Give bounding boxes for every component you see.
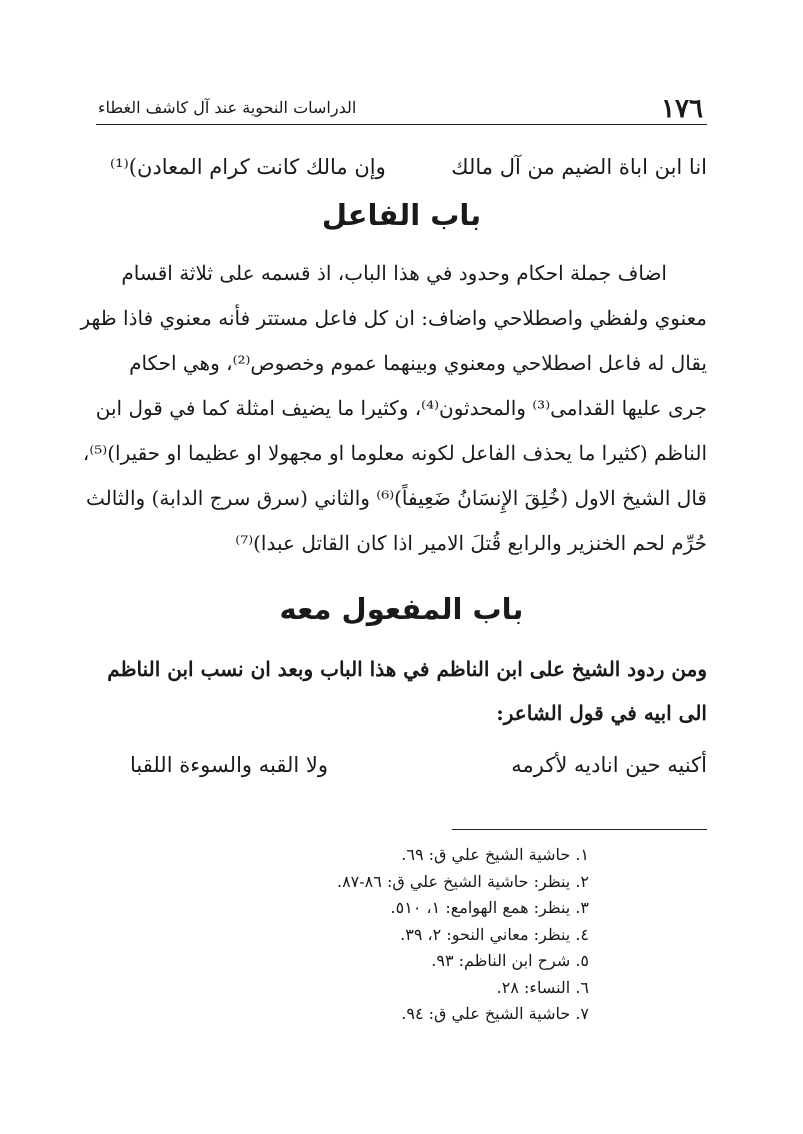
paragraph-line: معنوي ولفظي واصطلاحي واضاف: ان كل فاعل مستتر فأنه معنوي فاذا ظهر <box>80 306 707 330</box>
section-paragraph <box>80 251 707 566</box>
paragraph-line: ومن ردود الشيخ على ابن الناظم في هذا الباب وبعد ان نسب ابن الناظم <box>107 657 707 681</box>
footnote: ٦. النساء: ٢٨. <box>496 977 589 997</box>
paragraph-line: يقال له فاعل اصطلاحي ومعنوي وبينهما عموم وخصوص⁽²⁾، وهي احكام <box>129 351 707 375</box>
section-heading-maf3ul-ma3ahu: باب المفعول معه <box>279 592 524 626</box>
verse-second-hemistich: ولا القبه والسوءة اللقبا <box>130 753 328 777</box>
verse-second-hemistich: وإن مالك كانت كرام المعادن)⁽¹⁾ <box>110 155 386 179</box>
footnote-separator <box>452 829 707 830</box>
footnote: ٢. ينظر: حاشية الشيخ علي ق: ٨٦-٨٧. <box>336 871 589 891</box>
paragraph-line: جرى عليها القدامى⁽³⁾ والمحدثون⁽⁴⁾، وكثيرا ما يضيف امثلة كما في قول ابن <box>95 396 707 420</box>
page-header <box>96 92 707 125</box>
paragraph-line: حُرِّم لحم الخنزير والرابع قُتلَ الامير اذا كان القاتل عبدا)⁽⁷⁾ <box>235 531 707 555</box>
paragraph-line: الى ابيه في قول الشاعر: <box>496 701 707 725</box>
paragraph-line: اضاف جملة احكام وحدود في هذا الباب، اذ قسمه على ثلاثة اقسام <box>121 261 667 285</box>
footnote: ٤. ينظر: معاني النحو: ٢، ٣٩. <box>400 924 589 944</box>
section-paragraph-bold <box>96 647 707 735</box>
running-title: الدراسات النحوية عند آل كاشف الغطاء <box>98 98 357 117</box>
page-number: ١٧٦ <box>661 94 703 124</box>
poetry-verse <box>110 753 707 793</box>
paragraph-line: الناظم (كثيرا ما يحذف الفاعل لكونه معلوما او مجهولا او عظيما او حقيرا)⁽⁵⁾، <box>82 441 707 465</box>
footnote: ١. حاشية الشيخ علي ق: ٦٩. <box>401 845 589 864</box>
footnotes-list <box>96 842 707 1028</box>
footnote: ٣. ينظر: همع الهوامع: ١، ٥١٠. <box>390 898 589 917</box>
verse-first-hemistich: انا ابن اباة الضيم من آل مالك <box>451 155 707 179</box>
footnote: ٧. حاشية الشيخ علي ق: ٩٤. <box>401 1004 589 1023</box>
footnote: ٥. شرح ابن الناظم: ٩٣. <box>431 951 589 970</box>
verse-first-hemistich: أكنيه حين اناديه لأكرمه <box>511 753 707 777</box>
paragraph-line: قال الشيخ الاول (خُلِقَ الإِنسَانُ ضَعِيفاً)⁽⁶⁾ والثاني (سرق سرج الدابة) والثالث <box>86 486 707 510</box>
section-heading-fa3il: باب الفاعل <box>321 198 482 232</box>
poetry-verse <box>110 155 707 195</box>
